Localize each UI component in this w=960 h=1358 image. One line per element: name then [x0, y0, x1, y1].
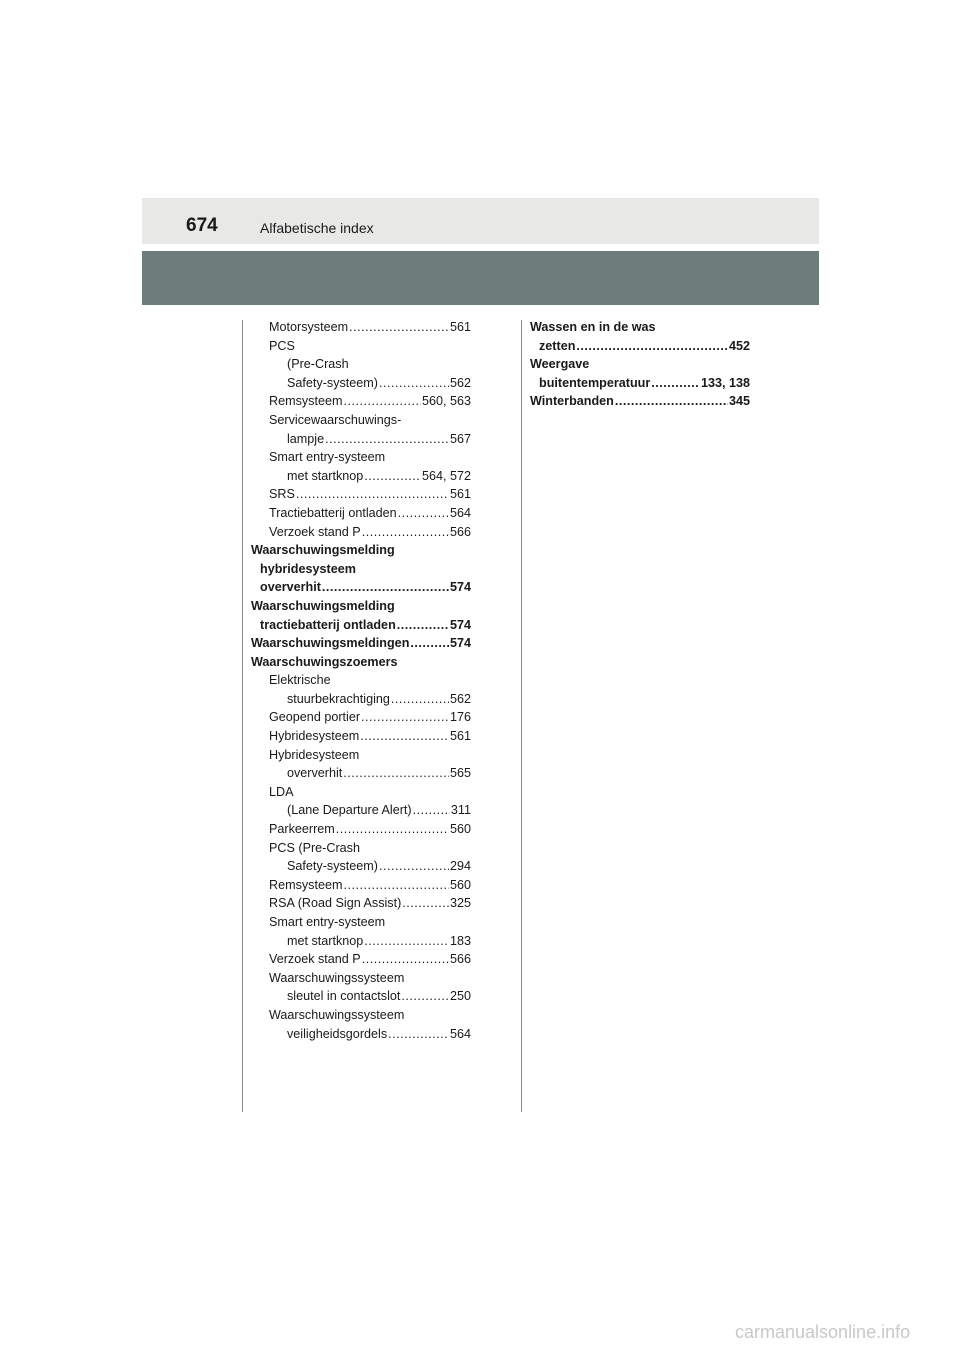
page-reference[interactable]: 345 [728, 394, 750, 409]
index-term: Motorsysteem [269, 320, 349, 334]
page-reference[interactable]: 562 [449, 691, 471, 706]
dot-leader [397, 616, 449, 635]
index-line [251, 392, 471, 411]
index-term: oververhit [287, 766, 343, 781]
index-entry [251, 969, 471, 1006]
index-term: RSA (Road Sign Assist) [269, 896, 402, 911]
index-term: zetten [539, 338, 576, 353]
index-line [251, 337, 471, 356]
index-entry [251, 1006, 471, 1043]
index-line [251, 430, 471, 449]
dot-leader [362, 950, 449, 969]
page-reference[interactable]: 574 [449, 636, 471, 651]
page-reference[interactable]: 566 [449, 952, 471, 967]
page-number: 674 [186, 215, 218, 236]
index-line [251, 1025, 471, 1044]
index-line [530, 318, 750, 337]
page-reference[interactable]: 133, 138 [700, 375, 750, 390]
index-line [251, 578, 471, 597]
index-entry [251, 913, 471, 950]
index-term: Waarschuwingssysteem [269, 970, 405, 985]
index-line [530, 374, 750, 393]
dot-leader [349, 318, 449, 337]
page-title: Alfabetische index [260, 220, 374, 236]
index-line [251, 987, 471, 1006]
index-entry [530, 318, 750, 355]
index-term: Remsysteem [269, 394, 343, 409]
page-reference[interactable]: 562 [449, 375, 471, 390]
index-term: Tractiebatterij ontladen [269, 505, 397, 520]
index-entry [251, 485, 471, 504]
index-entry [251, 634, 471, 653]
column-divider-left [242, 320, 243, 1112]
page-reference[interactable]: 574 [449, 617, 471, 632]
index-line [251, 708, 471, 727]
index-line [251, 913, 471, 932]
index-term: PCS (Pre-Crash [269, 840, 360, 855]
index-line [251, 950, 471, 969]
index-term: Safety-systeem) [287, 375, 378, 390]
dot-leader [343, 876, 449, 895]
dot-leader [391, 690, 449, 709]
dot-leader [379, 374, 449, 393]
index-entry [251, 653, 471, 672]
index-line [251, 1006, 471, 1025]
index-term: Weergave [530, 357, 590, 372]
index-term: lampje [287, 431, 325, 446]
index-term: (Lane Departure Alert) [287, 803, 412, 818]
index-line [251, 616, 471, 635]
page-reference[interactable]: 564, 572 [421, 468, 471, 483]
page-reference[interactable]: 311 [450, 803, 471, 818]
index-line [251, 783, 471, 802]
index-term: met startknop [287, 468, 364, 483]
index-term: Safety-systeem) [287, 859, 378, 874]
index-entry [251, 392, 471, 411]
column-divider-middle [521, 320, 522, 1112]
index-entry [251, 337, 471, 393]
dot-leader [402, 894, 449, 913]
index-entry [251, 783, 471, 820]
index-line [251, 876, 471, 895]
index-term: Waarschuwingsmelding [251, 543, 395, 558]
dot-leader [651, 374, 700, 393]
page-reference[interactable]: 561 [449, 320, 471, 334]
page-reference[interactable]: 561 [449, 729, 471, 744]
header-band [142, 251, 819, 305]
page-reference[interactable]: 564 [449, 1026, 471, 1041]
index-line [251, 727, 471, 746]
page-reference[interactable]: 574 [449, 580, 471, 595]
index-line [251, 820, 471, 839]
index-line [251, 801, 471, 820]
page-reference[interactable]: 560 [449, 877, 471, 892]
index-term: oververhit [260, 580, 321, 595]
index-entry [251, 708, 471, 727]
index-line [251, 448, 471, 467]
index-line [251, 746, 471, 765]
page-reference[interactable]: 452 [728, 338, 750, 353]
page-reference[interactable]: 565 [449, 766, 471, 781]
header-bar [142, 198, 819, 244]
index-term: stuurbekrachtiging [287, 691, 390, 706]
page-reference[interactable]: 250 [449, 989, 471, 1004]
index-line [251, 653, 471, 672]
dot-leader [413, 801, 450, 820]
dot-leader [379, 857, 449, 876]
index-line [530, 337, 750, 356]
index-term: hybridesysteem [260, 561, 356, 576]
index-line [251, 523, 471, 542]
page-reference[interactable]: 176 [449, 710, 471, 725]
index-line [251, 690, 471, 709]
index-term: Elektrische [269, 673, 331, 688]
index-line [251, 932, 471, 951]
page-reference[interactable]: 183 [449, 933, 471, 948]
index-entry [251, 820, 471, 839]
index-term: PCS [269, 338, 295, 353]
dot-leader [364, 932, 449, 951]
index-term: Hybridesysteem [269, 747, 360, 762]
index-entry [251, 876, 471, 895]
dot-leader [343, 764, 449, 783]
page-reference[interactable]: 561 [449, 487, 471, 502]
index-line [251, 485, 471, 504]
dot-leader [615, 392, 728, 411]
index-line [251, 355, 471, 374]
index-term: Smart entry-systeem [269, 915, 386, 929]
index-entry [251, 727, 471, 746]
watermark: carmanualsonline.info [735, 1322, 911, 1342]
dot-leader [388, 1025, 449, 1044]
index-line [251, 541, 471, 560]
dot-leader [322, 578, 449, 597]
dot-leader [576, 337, 728, 356]
index-term: met startknop [287, 933, 364, 948]
index-line [251, 634, 471, 653]
index-term: Waarschuwingssysteem [269, 1007, 405, 1022]
page-reference[interactable]: 566 [449, 524, 471, 539]
index-term: Verzoek stand P [269, 952, 361, 967]
index-line [251, 764, 471, 783]
index-term: sleutel in contactslot [287, 989, 401, 1004]
index-entry [530, 392, 750, 411]
index-line [251, 560, 471, 579]
dot-leader [410, 634, 449, 653]
page-reference[interactable]: 560, 563 [421, 394, 471, 409]
index-entry [251, 671, 471, 708]
index-term: Winterbanden [530, 394, 614, 409]
index-line [251, 839, 471, 858]
index-entry [530, 355, 750, 392]
index-line [251, 467, 471, 486]
index-term: LDA [269, 784, 294, 799]
index-line [251, 318, 471, 337]
page-reference[interactable]: 560 [449, 822, 471, 837]
index-term: tractiebatterij ontladen [260, 617, 396, 632]
dot-leader [360, 727, 449, 746]
index-column-2 [530, 318, 750, 411]
index-line [530, 392, 750, 411]
index-entry [251, 411, 471, 448]
index-entry [251, 894, 471, 913]
index-entry [251, 746, 471, 783]
index-term: Waarschuwingsmelding [251, 598, 395, 613]
index-column-1 [251, 318, 471, 1043]
dot-leader [398, 504, 449, 523]
index-line [251, 857, 471, 876]
dot-leader [343, 392, 420, 411]
index-line [251, 597, 471, 616]
index-line [251, 504, 471, 523]
index-line [251, 411, 471, 430]
index-term: Remsysteem [269, 877, 343, 892]
dot-leader [361, 708, 449, 727]
index-term: veiligheidsgordels [287, 1026, 388, 1041]
dot-leader [401, 987, 449, 1006]
index-term: Verzoek stand P [269, 524, 361, 539]
index-line [251, 671, 471, 690]
dot-leader [336, 820, 449, 839]
index-entry [251, 523, 471, 542]
index-entry [251, 448, 471, 485]
page-reference[interactable]: 294 [449, 859, 471, 874]
index-term: Hybridesysteem [269, 729, 360, 744]
index-entry [251, 318, 471, 337]
page-reference[interactable]: 564 [449, 505, 471, 520]
index-term: Wassen en in de was [530, 320, 656, 334]
index-line [251, 894, 471, 913]
index-entry [251, 597, 471, 634]
dot-leader [325, 430, 449, 449]
index-line [251, 374, 471, 393]
index-term: Waarschuwingsmeldingen [251, 636, 410, 651]
index-term: Smart entry-systeem [269, 450, 386, 465]
dot-leader [364, 467, 421, 486]
page-reference[interactable]: 567 [449, 431, 471, 446]
index-term: Parkeerrem [269, 822, 335, 837]
index-entry [251, 839, 471, 876]
index-term: (Pre-Crash [287, 357, 349, 372]
page-reference[interactable]: 325 [449, 896, 471, 911]
index-entry [251, 504, 471, 523]
index-line [251, 969, 471, 988]
index-entry [251, 541, 471, 597]
index-term: Geopend portier [269, 710, 361, 725]
index-term: SRS [269, 487, 295, 502]
index-term: buitentemperatuur [539, 375, 651, 390]
index-entry [251, 950, 471, 969]
dot-leader [296, 485, 449, 504]
index-line [530, 355, 750, 374]
index-term: Waarschuwingszoemers [251, 654, 398, 669]
index-term: Servicewaarschuwings- [269, 412, 402, 427]
dot-leader [362, 523, 449, 542]
